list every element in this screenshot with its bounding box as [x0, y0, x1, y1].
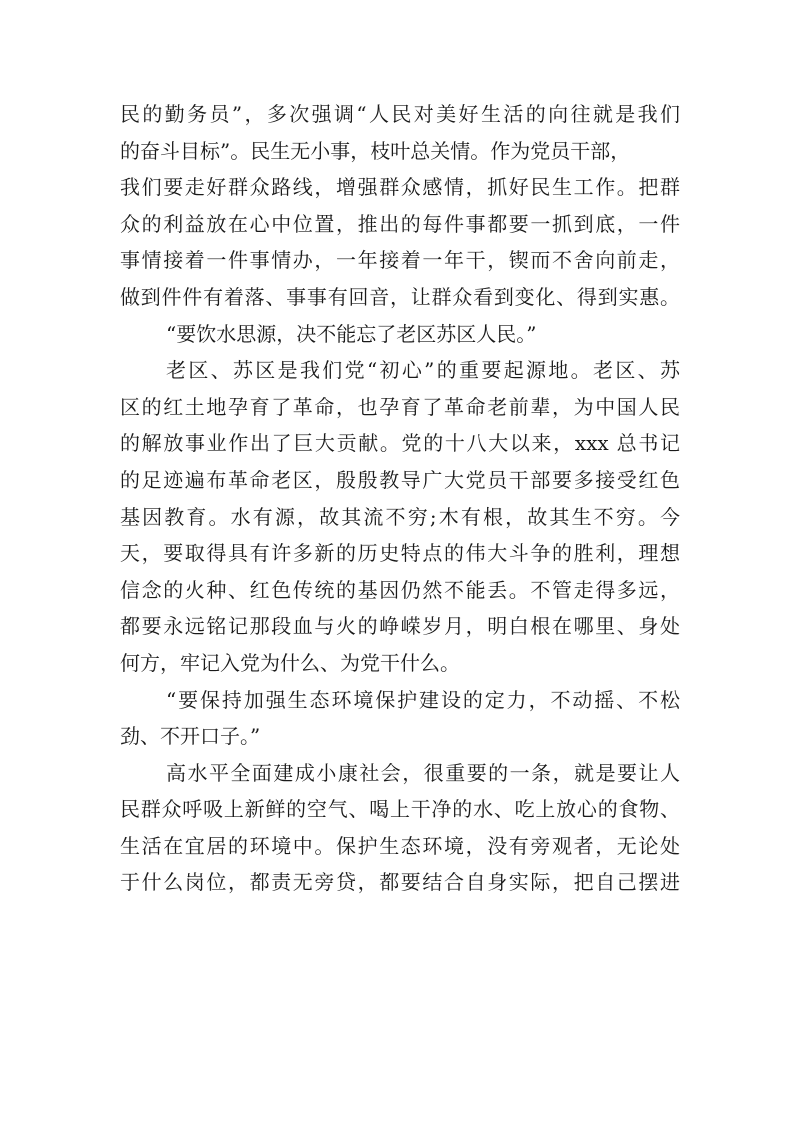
text-line: 何方，牢记入党为什么、为党干什么。 [120, 650, 460, 675]
text-line: 都要永远铭记那段血与火的峥嵘岁月，明白根在哪里、身处 [120, 614, 680, 639]
text-line: 民的勤务员”，多次强调“人民对美好生活的向往就是我们 [120, 102, 680, 126]
text-line: “要饮水思源，决不能忘了老区苏区人民。” [166, 321, 537, 346]
text-line: 天，要取得具有许多新的历史特点的伟大斗争的胜利，理想 [120, 541, 680, 566]
text-line: 生活在宜居的环境中。保护生态环境，没有旁观者，无论处 [120, 833, 680, 858]
text-line: 基因教育。水有源，故其流不穷;木有根，故其生不穷。今 [120, 504, 680, 529]
text-line: 民群众呼吸上新鲜的空气、喝上干净的水、吃上放心的食物、 [120, 797, 680, 822]
text-line: “要保持加强生态环境保护建设的定力，不动摇、不松 [166, 687, 680, 712]
text-line: 做到件件有着落、事事有回音，让群众看到变化、得到实惠。 [120, 284, 680, 309]
text-line: 事情接着一件事情办，一年接着一年干，锲而不舍向前走， [120, 248, 680, 273]
body-text [120, 96, 680, 901]
text-line: 我们要走好群众路线，增强群众感情，抓好民生工作。把群 [120, 175, 680, 200]
text-line: 的解放事业作出了巨大贡献。党的十八大以来，xxx 总书记 [120, 431, 680, 456]
text-line: 高水平全面建成小康社会，很重要的一条，就是要让人 [166, 760, 680, 785]
text-line: 老区、苏区是我们党“初心”的重要起源地。老区、苏 [166, 358, 680, 383]
text-line: 的足迹遍布革命老区，殷殷教导广大党员干部要多接受红色 [120, 467, 680, 492]
text-line: 众的利益放在心中位置，推出的每件事都要一抓到底，一件 [120, 211, 680, 236]
text-line: 的奋斗目标”。民生无小事，枝叶总关情。作为党员干部， [120, 138, 631, 163]
text-line: 区的红土地孕育了革命，也孕育了革命老前辈，为中国人民 [120, 394, 680, 419]
text-line: 劲、不开口子。” [120, 724, 261, 749]
text-line: 信念的火种、红色传统的基因仍然不能丢。不管走得多远， [120, 577, 680, 602]
text-line: 于什么岗位，都责无旁贷，都要结合自身实际，把自己摆进 [120, 870, 680, 895]
